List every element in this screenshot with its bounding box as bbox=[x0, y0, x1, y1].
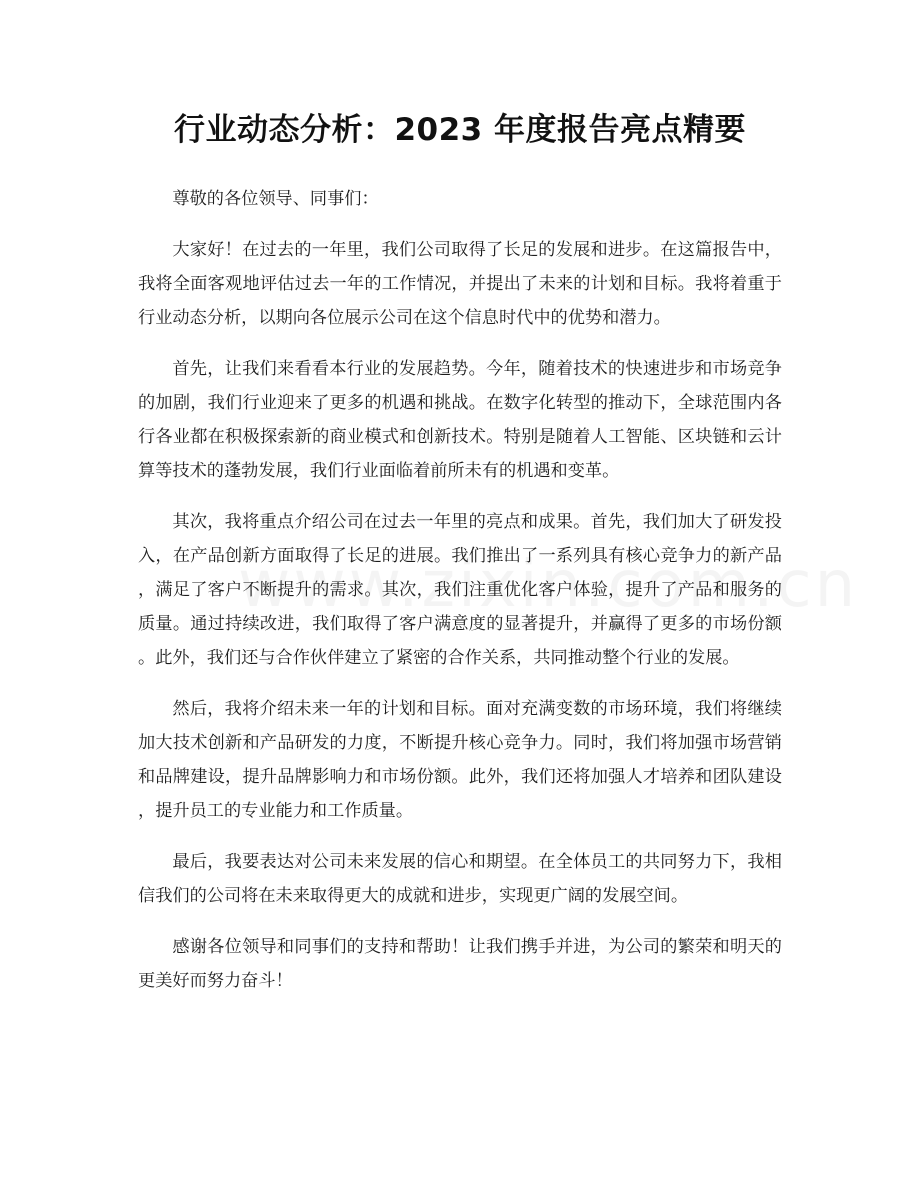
paragraph-confidence: 最后，我要表达对公司未来发展的信心和期望。在全体员工的共同努力下，我相信我们的公司将在未来取得更大的成就和进步，实现更广阔的发展空间。 bbox=[138, 852, 782, 906]
document-title: 行业动态分析：2023 年度报告亮点精要 bbox=[173, 112, 747, 148]
paragraph-plans: 然后，我将介绍未来一年的计划和目标。面对充满变数的市场环境，我们将继续加大技术创新和产品研发的力度，不断提升核心竞争力。同时，我们将加强市场营销和品牌建设，提升品牌影响力和市场份额。此外，我们还将加强人才培养和团队建设，提升员工的专业能力和工作质量。 bbox=[138, 699, 782, 821]
paragraph-highlights: 其次，我将重点介绍公司在过去一年里的亮点和成果。首先，我们加大了研发投入，在产品创新方面取得了长足的进展。我们推出了一系列具有核心竞争力的新产品，满足了客户不断提升的需求。其次，我们注重优化客户体验，提升了产品和服务的质量。通过持续改进，我们取得了客户满意度的显著提升，并赢得了更多的市场份额。此外，我们还与合作伙伴建立了紧密的合作关系，共同推动整个行业的发展。 bbox=[138, 512, 782, 668]
paragraph-trends: 首先，让我们来看看本行业的发展趋势。今年，随着技术的快速进步和市场竞争的加剧，我们行业迎来了更多的机遇和挑战。在数字化转型的推动下，全球范围内各行各业都在积极探索新的商业模式和创新技术。特别是随着人工智能、区块链和云计算等技术的蓬勃发展，我们行业面临着前所未有的机遇和变革。 bbox=[138, 359, 782, 481]
salutation: 尊敬的各位领导、同事们： bbox=[172, 189, 379, 209]
paragraph-thanks: 感谢各位领导和同事们的支持和帮助！让我们携手并进，为公司的繁荣和明天的更美好而努力奋斗！ bbox=[138, 937, 782, 991]
paragraph-intro: 大家好！在过去的一年里，我们公司取得了长足的发展和进步。在这篇报告中，我将全面客观地评估过去一年的工作情况，并提出了未来的计划和目标。我将着重于行业动态分析，以期向各位展示公司在这个信息时代中的优势和潜力。 bbox=[138, 240, 782, 328]
document-body bbox=[138, 182, 782, 1015]
